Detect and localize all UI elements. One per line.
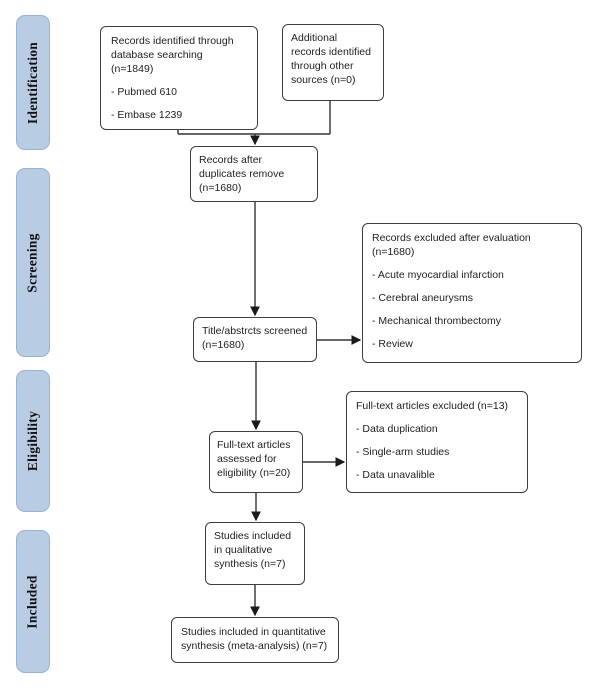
box-line: Records identified through database searching (n=1849) bbox=[111, 35, 234, 75]
box-line: Additional records identified through other sources (n=0) bbox=[291, 32, 371, 86]
box-line: Records excluded after evaluation (n=1680) bbox=[372, 232, 531, 258]
box-line: - Acute myocardial infarction bbox=[372, 269, 504, 281]
box-additional-records bbox=[282, 24, 384, 101]
box-quantitative-included bbox=[171, 617, 339, 663]
box-line: Studies included in quantitative synthesis (meta-analysis) (n=7) bbox=[181, 626, 328, 652]
box-line: - Embase 1239 bbox=[111, 109, 183, 121]
box-line: Title/abstrcts screened (n=1680) bbox=[202, 325, 308, 351]
box-line: - Data unavalible bbox=[356, 469, 435, 481]
stage-screening-label: Screening bbox=[25, 232, 41, 293]
box-records-identified bbox=[100, 26, 258, 130]
box-line: - Review bbox=[372, 338, 413, 350]
box-line: - Data duplication bbox=[356, 423, 438, 435]
box-line: Studies included in qualitative synthesis (n=7) bbox=[214, 530, 292, 570]
box-fulltext-excluded bbox=[346, 391, 528, 493]
box-line: Full-text articles assessed for eligibility (n=20) bbox=[217, 439, 291, 479]
stage-included-label: Included bbox=[25, 574, 41, 629]
box-qualitative-included bbox=[205, 522, 305, 585]
stage-identification bbox=[16, 15, 50, 150]
box-duplicates-removed bbox=[190, 146, 318, 202]
box-records-excluded bbox=[362, 223, 582, 363]
stage-eligibility-label: Eligibility bbox=[25, 410, 40, 472]
box-line: - Cerebral aneurysms bbox=[372, 292, 473, 304]
box-line: - Single-arm studies bbox=[356, 446, 450, 458]
stage-identification-label: Identification bbox=[25, 41, 41, 124]
box-line: Full-text articles excluded (n=13) bbox=[356, 400, 509, 412]
box-line: - Mechanical thrombectomy bbox=[372, 315, 501, 327]
box-fulltext-assessed bbox=[209, 431, 303, 493]
box-line: - Pubmed 610 bbox=[111, 86, 177, 98]
stage-eligibility bbox=[16, 370, 50, 512]
stage-screening bbox=[16, 168, 50, 357]
box-line: Records after duplicates remove (n=1680) bbox=[199, 154, 285, 194]
box-title-abstracts-screened bbox=[193, 317, 317, 362]
stage-included bbox=[16, 530, 50, 673]
